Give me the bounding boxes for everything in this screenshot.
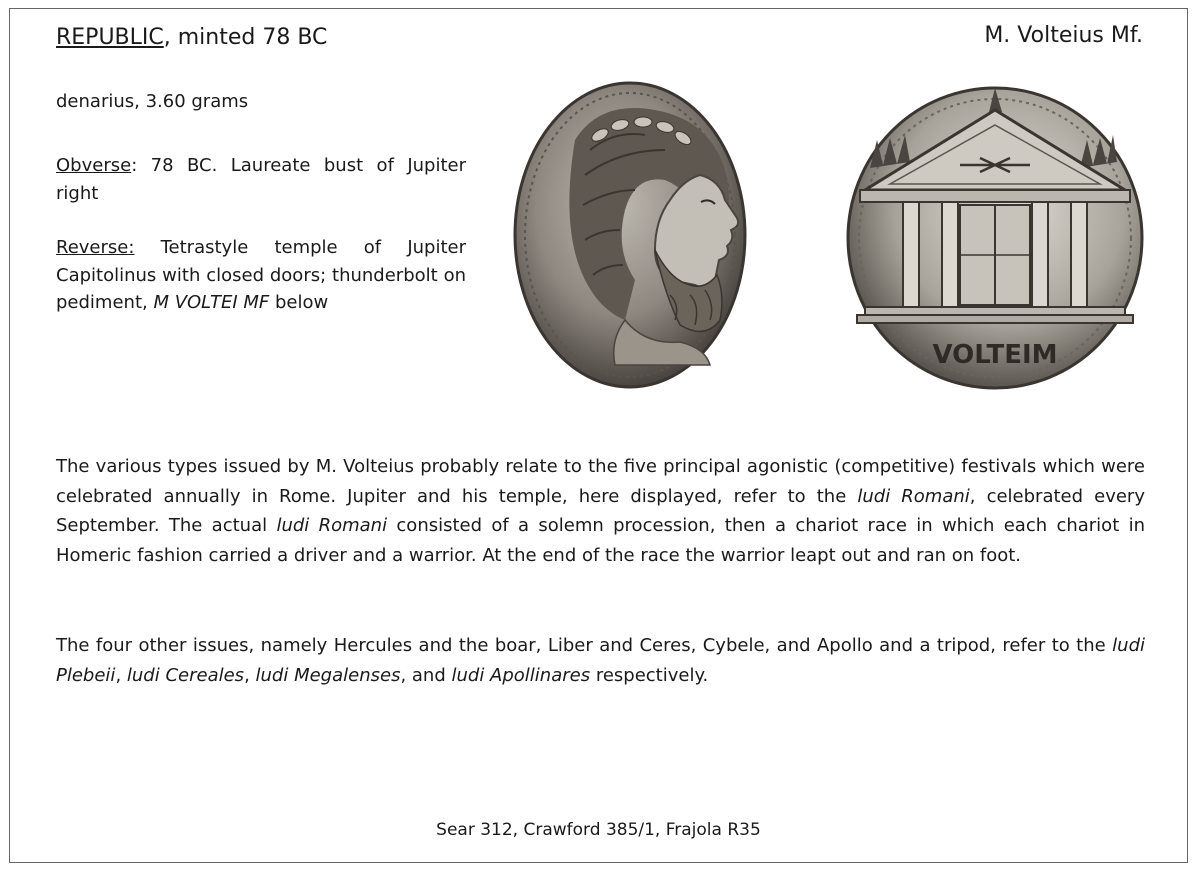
coin-photo — [505, 80, 1150, 395]
history-paragraph-2 — [56, 631, 1145, 690]
reverse-description — [56, 234, 466, 317]
page-title — [56, 25, 327, 50]
para2-italic-1: ludi Plebeii — [56, 635, 1145, 686]
para2-text-5: respectively. — [590, 664, 709, 686]
para2-text-3: , — [244, 664, 256, 686]
para1-italic-2: ludi Romani — [276, 515, 388, 536]
para2-text-1: The four other issues, namely Hercules and the boar, Liber and Ceres, Cybele, and Apollo and a tripod, refer to the — [56, 635, 1113, 656]
reverse-legend: M VOLTEI MF — [153, 292, 270, 313]
reverse-coin-legend: VOLTEIM — [932, 340, 1058, 370]
title-period: REPUBLIC — [56, 25, 164, 50]
reverse-label: Reverse: — [56, 237, 135, 258]
para2-text-4: , and — [400, 664, 452, 686]
reverse-coin — [848, 88, 1142, 388]
moneyer-name: M. Volteius Mf. — [984, 23, 1143, 48]
para2-text-2: , — [115, 664, 127, 686]
para1-italic-1: ludi Romani — [857, 485, 970, 507]
reverse-text-end: below — [269, 292, 329, 313]
obverse-coin — [515, 83, 745, 387]
obverse-label: Obverse — [56, 155, 132, 176]
history-paragraph-1 — [56, 452, 1145, 570]
para1-text-2: , celebrated every September. The actual — [56, 485, 1145, 536]
para1-text-3: consisted of a solemn procession, then a chariot race in which each chariot in Homeric fashion carried a driver and a warrior. At the end of the race the warrior leapt out and ran on foot. — [56, 515, 1145, 566]
para1-text-1: The various types issued by M. Volteius probably relate to the five principal agonistic (competitive) festivals which were celebrated annually in Rome. Jupiter and his temple, here displayed, refer to the — [56, 456, 1145, 507]
denomination-weight: denarius, 3.60 grams — [56, 91, 249, 112]
obverse-text: : 78 BC. Laureate bust of Jupiter right — [56, 155, 466, 204]
title-mint-date: , minted 78 BC — [163, 25, 328, 50]
catalog-references: Sear 312, Crawford 385/1, Frajola R35 — [436, 820, 761, 840]
para2-italic-2: ludi Cereales — [126, 664, 245, 686]
obverse-description — [56, 152, 466, 207]
reverse-text: Tetrastyle temple of Jupiter Capitolinus with closed doors; thunderbolt on pediment, — [56, 237, 466, 313]
para2-italic-4: ludi Apollinares — [451, 664, 591, 686]
para2-italic-3: ludi Megalenses — [255, 664, 401, 686]
